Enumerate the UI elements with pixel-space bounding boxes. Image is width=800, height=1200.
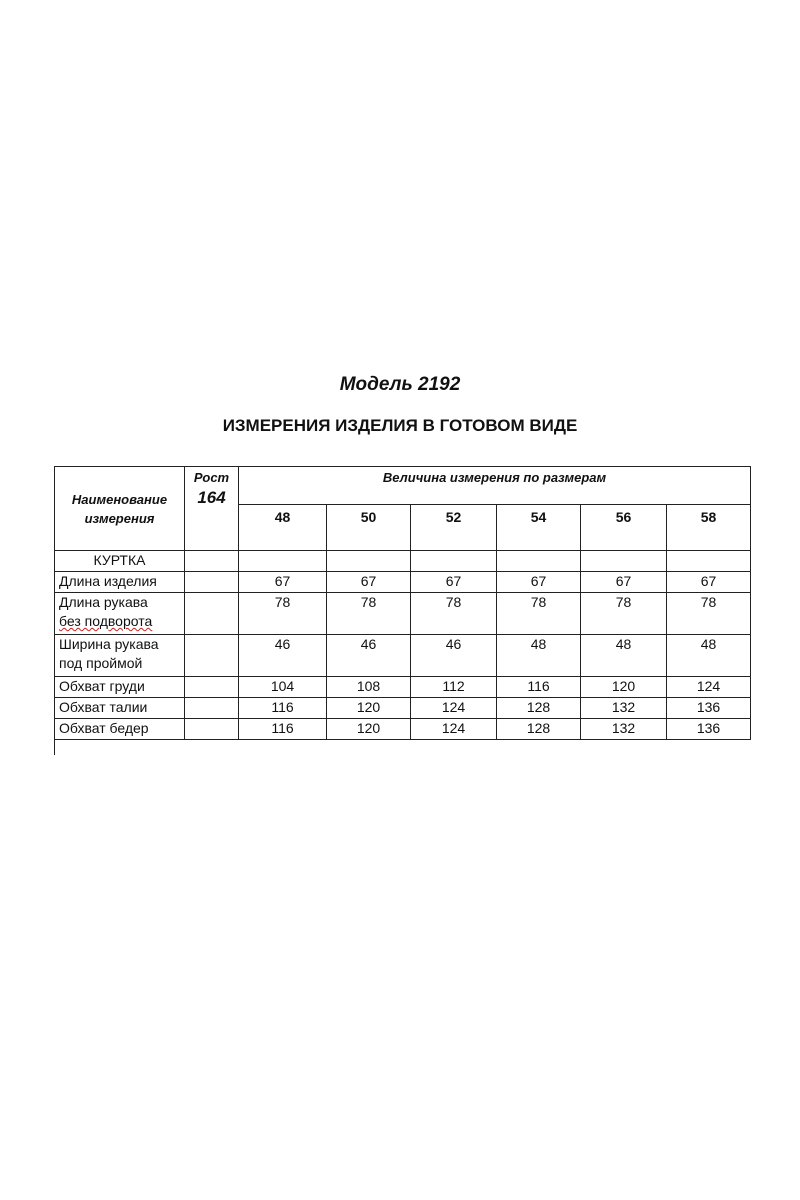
measurement-value: 67 bbox=[411, 572, 497, 593]
table-row bbox=[55, 572, 751, 593]
size-header: 50 bbox=[327, 505, 411, 551]
measurement-name: Обхват талии bbox=[55, 698, 185, 719]
measurement-value: 116 bbox=[239, 698, 327, 719]
measurement-name-line1: Длина рукава bbox=[59, 594, 148, 610]
measurement-value: 128 bbox=[497, 698, 581, 719]
measurement-value: 48 bbox=[667, 635, 751, 677]
measurement-value: 116 bbox=[497, 677, 581, 698]
table-row bbox=[55, 719, 751, 740]
header-height bbox=[185, 467, 239, 551]
header-size-group: Величина измерения по размерам bbox=[239, 467, 751, 505]
measurement-name: Длина изделия bbox=[55, 572, 185, 593]
measurement-name-line1: Ширина рукава bbox=[59, 636, 159, 652]
measurement-value: 124 bbox=[667, 677, 751, 698]
size-header: 58 bbox=[667, 505, 751, 551]
measurement-value: 132 bbox=[581, 698, 667, 719]
measurement-value: 67 bbox=[581, 572, 667, 593]
measurement-value: 67 bbox=[239, 572, 327, 593]
measurement-value: 78 bbox=[581, 593, 667, 635]
page-border-fragment bbox=[54, 735, 55, 755]
measurement-name-line2: без подворота bbox=[59, 613, 153, 629]
size-header: 56 bbox=[581, 505, 667, 551]
measurement-value: 120 bbox=[327, 698, 411, 719]
measurement-value: 116 bbox=[239, 719, 327, 740]
measurement-value: 46 bbox=[239, 635, 327, 677]
measurement-value: 67 bbox=[327, 572, 411, 593]
measurement-value: 108 bbox=[327, 677, 411, 698]
measurements-table bbox=[54, 466, 751, 740]
measurement-value: 78 bbox=[667, 593, 751, 635]
measurement-value: 67 bbox=[497, 572, 581, 593]
table-row bbox=[55, 635, 751, 677]
measurement-value: 136 bbox=[667, 719, 751, 740]
measurement-value: 46 bbox=[327, 635, 411, 677]
measurement-name-line2: под проймой bbox=[59, 655, 143, 671]
measurement-value: 78 bbox=[239, 593, 327, 635]
measurement-value: 78 bbox=[497, 593, 581, 635]
measurement-name bbox=[55, 635, 185, 677]
measurement-name: Обхват груди bbox=[55, 677, 185, 698]
measurement-value: 112 bbox=[411, 677, 497, 698]
size-header: 52 bbox=[411, 505, 497, 551]
measurement-value: 48 bbox=[497, 635, 581, 677]
measurement-value: 78 bbox=[327, 593, 411, 635]
measurement-value: 46 bbox=[411, 635, 497, 677]
header-measurement-name: Наименование измерения bbox=[55, 467, 185, 551]
measurement-value: 120 bbox=[581, 677, 667, 698]
model-title: Модель 2192 bbox=[339, 374, 461, 395]
size-header: 48 bbox=[239, 505, 327, 551]
header-row-1 bbox=[55, 467, 751, 505]
measurement-value: 128 bbox=[497, 719, 581, 740]
measurement-value: 120 bbox=[327, 719, 411, 740]
height-label: Рост bbox=[193, 470, 230, 485]
measurement-value: 67 bbox=[667, 572, 751, 593]
section-row bbox=[55, 551, 751, 572]
measurement-value: 132 bbox=[581, 719, 667, 740]
measurement-value: 48 bbox=[581, 635, 667, 677]
section-label: КУРТКА bbox=[55, 551, 185, 572]
measurement-name bbox=[55, 593, 185, 635]
measurement-value: 124 bbox=[411, 698, 497, 719]
document-title: ИЗМЕРЕНИЯ ИЗДЕЛИЯ В ГОТОВОМ ВИДЕ bbox=[222, 416, 578, 435]
height-value: 164 bbox=[197, 488, 226, 507]
table-row bbox=[55, 677, 751, 698]
measurement-value: 136 bbox=[667, 698, 751, 719]
table-row bbox=[55, 698, 751, 719]
size-header: 54 bbox=[497, 505, 581, 551]
table-row bbox=[55, 593, 751, 635]
measurement-name: Обхват бедер bbox=[55, 719, 185, 740]
measurement-value: 104 bbox=[239, 677, 327, 698]
measurement-value: 124 bbox=[411, 719, 497, 740]
measurement-value: 78 bbox=[411, 593, 497, 635]
